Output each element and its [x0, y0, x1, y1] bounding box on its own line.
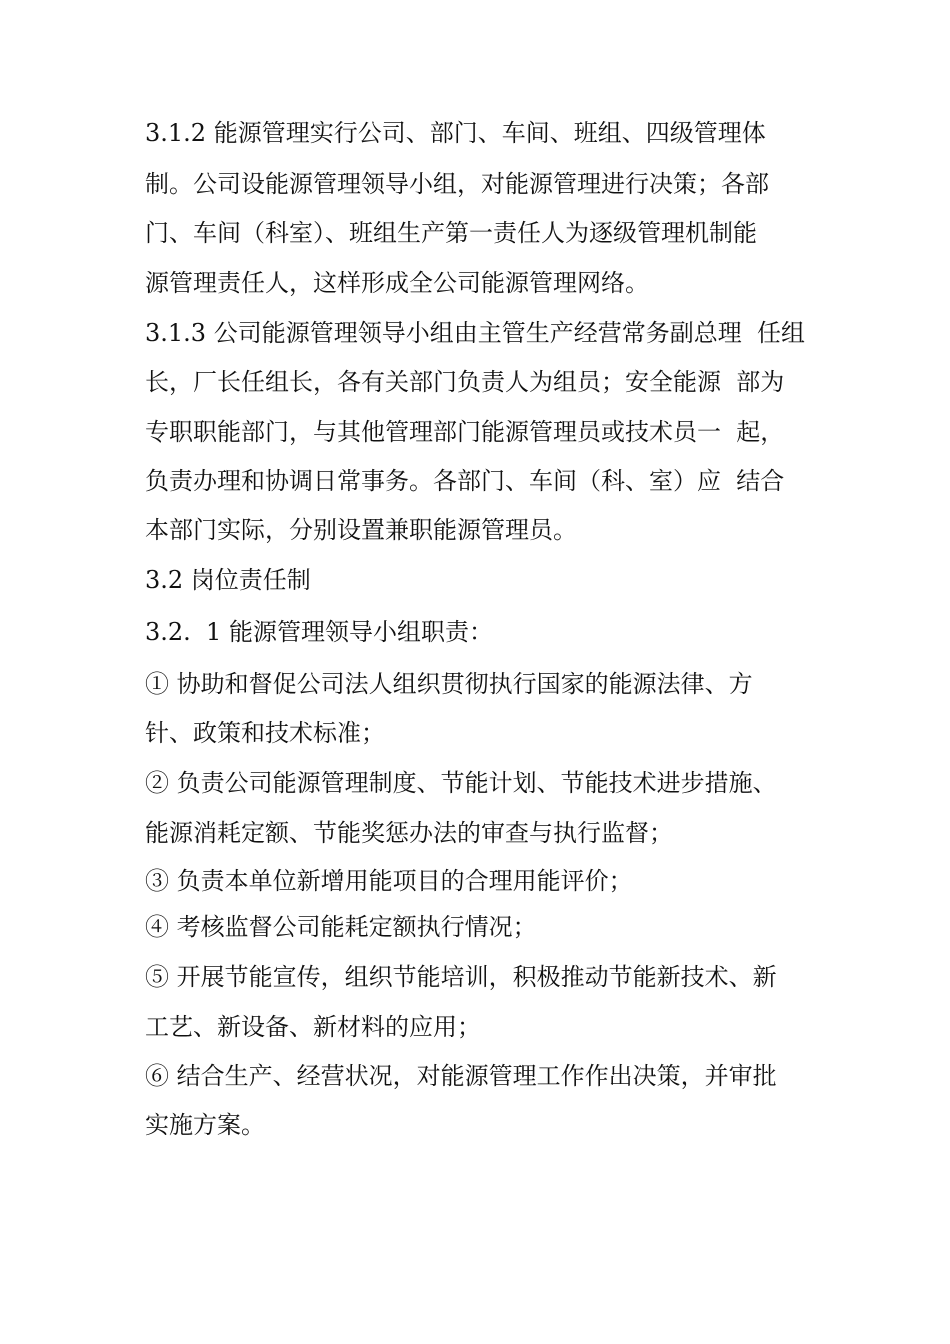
text-line: 3.1.3 公司能源管理领导小组由主管生产经营常务副总理 任组	[145, 319, 805, 347]
list-item: ④ 考核监督公司能耗定额执行情况；	[145, 913, 537, 941]
text-line: 专职职能部门，与其他管理部门能源管理员或技术员一 起，	[145, 418, 785, 446]
subsection-heading: 3.2. 1 能源管理领导小组职责：	[145, 618, 493, 646]
list-item: ① 协助和督促公司法人组织贯彻执行国家的能源法律、方	[145, 670, 753, 698]
section-heading: 3.2 岗位责任制	[145, 566, 311, 594]
list-item-continuation: 工艺、新设备、新材料的应用；	[145, 1013, 481, 1041]
list-item: ⑥ 结合生产、经营状况，对能源管理工作作出决策，并审批	[145, 1062, 777, 1090]
text-line: 本部门实际，分别设置兼职能源管理员。	[145, 516, 577, 544]
text-line: 长，厂长任组长，各有关部门负责人为组员；安全能源 部为	[145, 368, 785, 396]
text-line: 负责办理和协调日常事务。各部门、车间（科、室）应 结合	[145, 467, 785, 495]
text-line: 3.1.2 能源管理实行公司、部门、车间、班组、四级管理体	[145, 119, 766, 147]
text-line: 门、车间（科室）、班组生产第一责任人为逐级管理机制能	[145, 219, 757, 247]
list-item-continuation: 能源消耗定额、节能奖惩办法的审查与执行监督；	[145, 819, 673, 847]
list-item-continuation: 实施方案。	[145, 1111, 265, 1139]
list-item: ⑤ 开展节能宣传，组织节能培训，积极推动节能新技术、新	[145, 963, 777, 991]
text-line: 源管理责任人，这样形成全公司能源管理网络。	[145, 269, 649, 297]
list-item: ② 负责公司能源管理制度、节能计划、节能技术进步措施、	[145, 769, 777, 797]
list-item: ③ 负责本单位新增用能项目的合理用能评价；	[145, 867, 633, 895]
list-item-continuation: 针、政策和技术标准；	[145, 719, 385, 747]
text-line: 制。公司设能源管理领导小组，对能源管理进行决策；各部	[145, 170, 769, 198]
